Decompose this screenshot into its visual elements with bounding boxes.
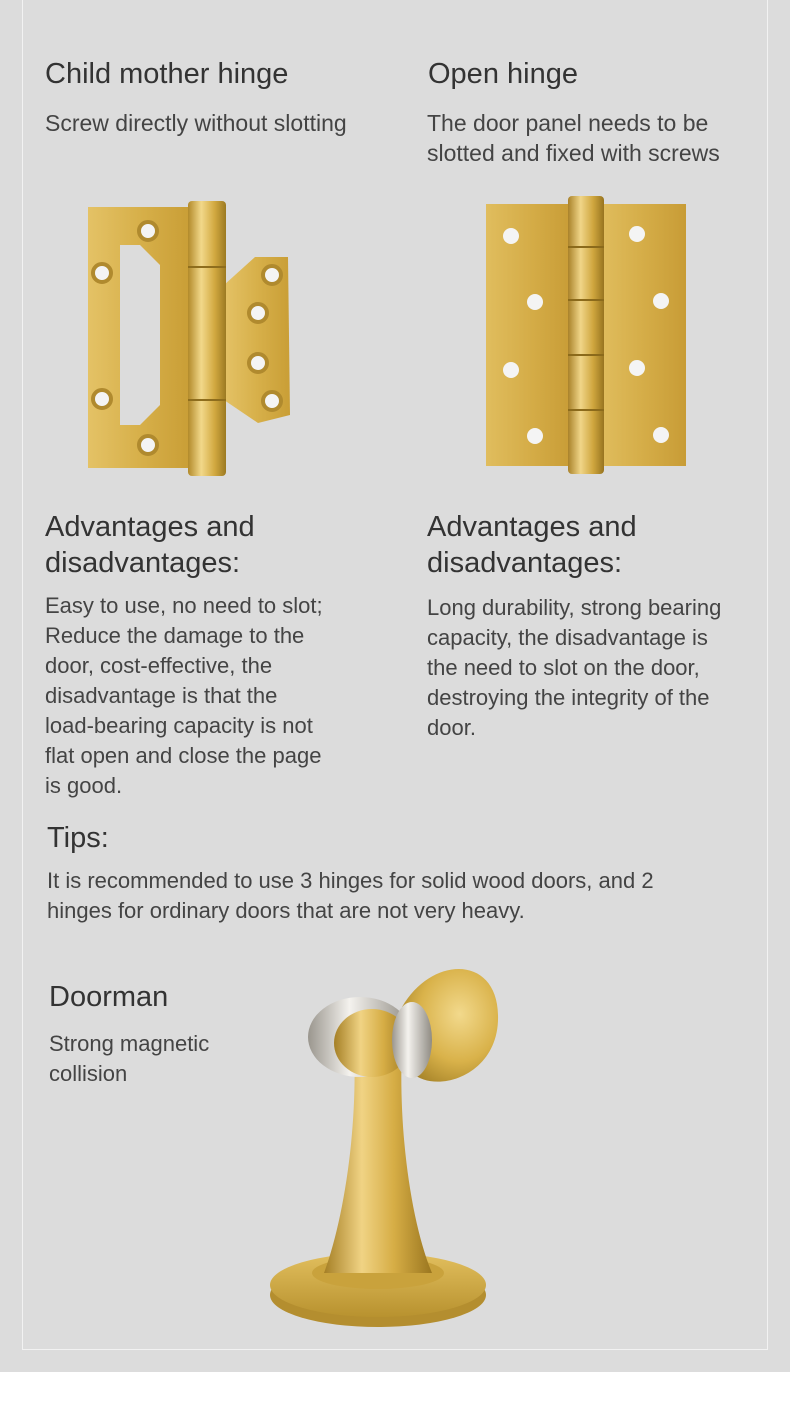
right-adv-line: destroying the integrity of the [427, 685, 710, 710]
tips-line-2: hinges for ordinary doors that are not very heavy. [47, 898, 525, 923]
left-adv-line: flat open and close the page [45, 743, 322, 768]
right-adv-line: door. [427, 715, 476, 740]
open-hinge-title: Open hinge [428, 58, 578, 90]
left-adv-line: is good. [45, 773, 123, 798]
left-adv-line: Easy to use, no need to slot; [45, 593, 323, 618]
left-adv-line: disadvantage is that the [45, 683, 278, 708]
right-adv-line: capacity, the disadvantage is [427, 625, 708, 650]
open-hinge-subtitle-line-2: slotted and fixed with screws [427, 140, 720, 166]
open-hinge-image [480, 192, 692, 477]
right-adv-title-line-2: disadvantages: [427, 547, 623, 579]
child-mother-hinge-image [80, 195, 300, 480]
doorman-title: Doorman [49, 981, 169, 1013]
tips-title: Tips: [47, 822, 109, 854]
child-mother-hinge-subtitle: Screw directly without slotting [45, 110, 347, 136]
doorman-line-1: Strong magnetic [49, 1031, 210, 1056]
left-adv-text [45, 591, 385, 801]
right-adv-text [427, 593, 767, 743]
right-adv-line: Long durability, strong bearing [427, 595, 722, 620]
child-mother-hinge-title: Child mother hinge [45, 58, 289, 90]
left-adv-title-line-1: Advantages and [45, 511, 255, 543]
left-adv-line: door, cost-effective, the [45, 653, 273, 678]
left-adv-title-line-2: disadvantages: [45, 547, 241, 579]
tips-line-1: It is recommended to use 3 hinges for solid wood doors, and 2 [47, 868, 654, 893]
left-adv-line: Reduce the damage to the [45, 623, 305, 648]
right-adv-title-line-1: Advantages and [427, 511, 637, 543]
right-adv-line: the need to slot on the door, [427, 655, 700, 680]
open-hinge-subtitle-line-1: The door panel needs to be [427, 110, 709, 136]
doorman-line-2: collision [49, 1061, 128, 1086]
door-stopper-image [262, 955, 512, 1335]
left-adv-line: load-bearing capacity is not [45, 713, 313, 738]
